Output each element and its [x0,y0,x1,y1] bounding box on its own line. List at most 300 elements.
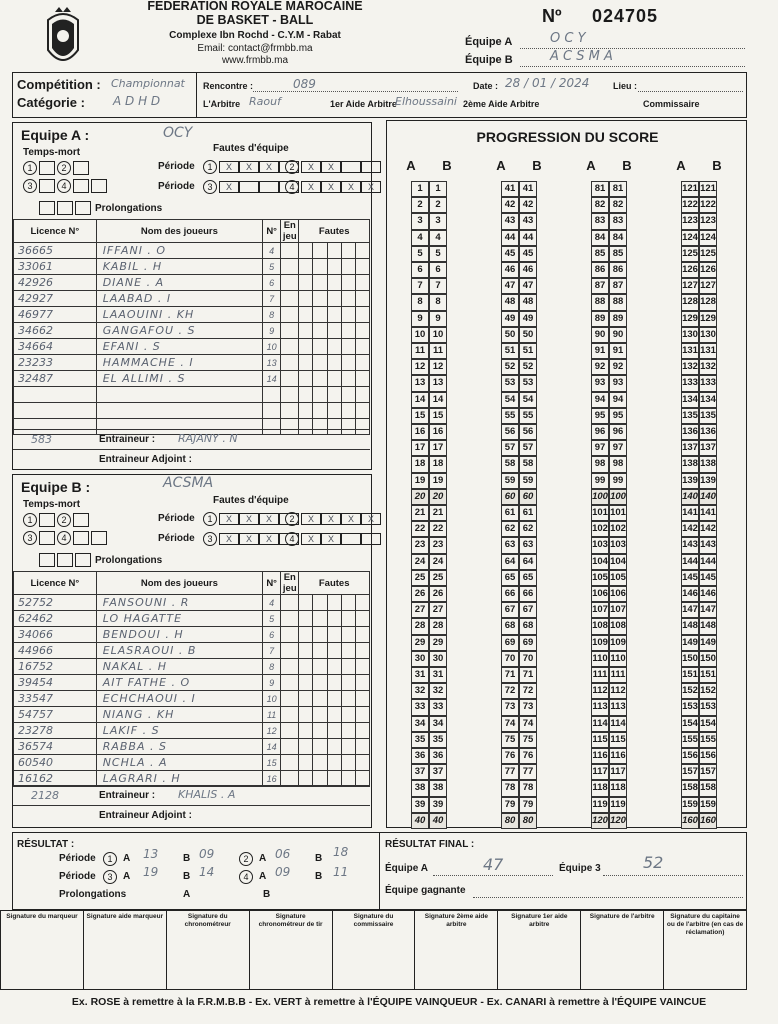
score-cell-b[interactable]: 108 [609,618,627,634]
player-number[interactable]: 6 [263,627,281,643]
score-cell-b[interactable]: 73 [519,699,537,715]
player-foul-cell[interactable] [341,339,355,355]
score-cell-a[interactable]: 10 [411,327,429,343]
score-cell-b[interactable]: 125 [699,246,717,262]
score-cell-a[interactable]: 111 [591,667,609,683]
score-cell-b[interactable]: 71 [519,667,537,683]
score-cell-b[interactable]: 145 [699,570,717,586]
score-cell-b[interactable]: 44 [519,230,537,246]
score-cell-a[interactable]: 28 [411,618,429,634]
score-cell-b[interactable]: 23 [429,537,447,553]
score-cell-b[interactable]: 63 [519,537,537,553]
score-cell-b[interactable]: 85 [609,246,627,262]
score-cell-a[interactable]: 82 [591,197,609,213]
player-foul-cell[interactable] [327,291,341,307]
team-b-ot-box[interactable] [57,553,73,567]
player-foul-cell[interactable] [355,291,369,307]
score-cell-a[interactable]: 70 [501,651,519,667]
score-cell-b[interactable]: 105 [609,570,627,586]
score-cell-b[interactable]: 86 [609,262,627,278]
team-a-coach-licence[interactable]: 583 [31,433,52,446]
player-en-jeu[interactable] [281,275,299,291]
player-number[interactable]: 4 [263,243,281,259]
player-en-jeu[interactable] [281,259,299,275]
score-cell-a[interactable]: 117 [591,764,609,780]
player-en-jeu[interactable] [281,691,299,707]
player-number[interactable]: 8 [263,659,281,675]
score-cell-b[interactable]: 138 [699,456,717,472]
score-cell-b[interactable]: 56 [519,424,537,440]
score-cell-a[interactable]: 50 [501,327,519,343]
signature-cell[interactable] [84,911,167,989]
score-cell-b[interactable]: 47 [519,278,537,294]
score-cell-a[interactable]: 74 [501,716,519,732]
player-foul-cell[interactable] [313,307,327,323]
score-cell-b[interactable]: 12 [429,359,447,375]
score-cell-b[interactable]: 147 [699,602,717,618]
score-cell-b[interactable]: 132 [699,359,717,375]
team-b-fouls-p2[interactable]: X X X X [301,513,381,525]
score-cell-b[interactable]: 114 [609,716,627,732]
player-foul-cell[interactable] [327,707,341,723]
score-cell-a[interactable]: 75 [501,732,519,748]
player-licence[interactable]: 33061 [14,259,97,275]
score-cell-b[interactable]: 157 [699,764,717,780]
score-cell-b[interactable]: 9 [429,311,447,327]
final-team-a-score[interactable]: 47 [483,855,504,874]
player-number[interactable]: 15 [263,755,281,771]
score-cell-a[interactable]: 132 [681,359,699,375]
score-cell-a[interactable]: 32 [411,683,429,699]
score-cell-a[interactable]: 35 [411,732,429,748]
player-name[interactable]: IFFANI . O [96,243,262,259]
score-cell-a[interactable]: 122 [681,197,699,213]
player-foul-cell[interactable] [313,403,327,419]
player-foul-cell[interactable] [327,595,341,611]
player-foul-cell[interactable] [341,387,355,403]
score-cell-a[interactable]: 128 [681,294,699,310]
score-cell-a[interactable]: 6 [411,262,429,278]
player-name[interactable]: ELASRAOUI . B [96,643,262,659]
player-foul-cell[interactable] [355,275,369,291]
score-cell-a[interactable]: 85 [591,246,609,262]
score-cell-b[interactable]: 75 [519,732,537,748]
player-name[interactable]: FANSOUNI . R [96,595,262,611]
score-cell-b[interactable]: 15 [429,408,447,424]
player-name[interactable]: GANGAFOU . S [96,323,262,339]
player-name[interactable]: HAMMACHE . I [96,355,262,371]
player-foul-cell[interactable] [313,627,327,643]
score-cell-b[interactable]: 84 [609,230,627,246]
team-a-fouls-p2[interactable]: X X [301,161,381,173]
score-cell-b[interactable]: 39 [429,797,447,813]
score-cell-b[interactable]: 106 [609,586,627,602]
score-cell-a[interactable]: 21 [411,505,429,521]
score-cell-b[interactable]: 128 [699,294,717,310]
player-foul-cell[interactable] [355,611,369,627]
score-cell-a[interactable]: 102 [591,521,609,537]
score-cell-b[interactable]: 61 [519,505,537,521]
score-cell-b[interactable]: 33 [429,699,447,715]
score-cell-a[interactable]: 19 [411,473,429,489]
score-cell-b[interactable]: 100 [609,489,627,505]
score-cell-b[interactable]: 13 [429,375,447,391]
score-cell-a[interactable]: 30 [411,651,429,667]
score-cell-b[interactable]: 6 [429,262,447,278]
player-licence[interactable]: 23278 [14,723,97,739]
score-cell-a[interactable]: 124 [681,230,699,246]
score-cell-a[interactable]: 79 [501,797,519,813]
score-cell-b[interactable]: 18 [429,456,447,472]
player-name[interactable] [96,403,262,419]
score-cell-a[interactable]: 155 [681,732,699,748]
player-foul-cell[interactable] [327,643,341,659]
score-cell-a[interactable]: 3 [411,213,429,229]
score-cell-b[interactable]: 150 [699,651,717,667]
score-cell-b[interactable]: 49 [519,311,537,327]
player-foul-cell[interactable] [355,355,369,371]
player-foul-cell[interactable] [313,691,327,707]
score-cell-a[interactable]: 48 [501,294,519,310]
score-cell-a[interactable]: 7 [411,278,429,294]
player-number[interactable]: 5 [263,611,281,627]
score-cell-a[interactable]: 13 [411,375,429,391]
score-cell-a[interactable]: 88 [591,294,609,310]
score-cell-a[interactable]: 8 [411,294,429,310]
player-number[interactable]: 10 [263,339,281,355]
score-cell-a[interactable]: 53 [501,375,519,391]
competition-value[interactable]: Championnat [111,77,185,90]
player-foul-cell[interactable] [341,627,355,643]
score-cell-a[interactable]: 123 [681,213,699,229]
score-cell-b[interactable]: 79 [519,797,537,813]
player-foul-cell[interactable] [327,339,341,355]
score-cell-a[interactable]: 150 [681,651,699,667]
player-licence[interactable]: 16752 [14,659,97,675]
score-cell-a[interactable]: 46 [501,262,519,278]
score-cell-a[interactable]: 100 [591,489,609,505]
player-licence[interactable]: 33547 [14,691,97,707]
team-b-fouls-p3[interactable]: X X X [219,533,299,545]
score-cell-a[interactable]: 69 [501,635,519,651]
player-foul-cell[interactable] [313,739,327,755]
score-cell-a[interactable]: 108 [591,618,609,634]
result-p3-b[interactable]: 14 [199,865,215,879]
player-licence[interactable]: 36665 [14,243,97,259]
score-cell-b[interactable]: 82 [609,197,627,213]
score-cell-b[interactable]: 28 [429,618,447,634]
score-cell-a[interactable]: 126 [681,262,699,278]
player-foul-cell[interactable] [341,291,355,307]
score-cell-b[interactable]: 144 [699,554,717,570]
player-name[interactable]: NAKAL . H [96,659,262,675]
score-cell-b[interactable]: 37 [429,764,447,780]
score-cell-a[interactable]: 57 [501,440,519,456]
score-cell-a[interactable]: 119 [591,797,609,813]
score-cell-b[interactable]: 19 [429,473,447,489]
score-cell-b[interactable]: 133 [699,375,717,391]
player-licence[interactable]: 42927 [14,291,97,307]
player-licence[interactable]: 42926 [14,275,97,291]
player-name[interactable]: BENDOUI . H [96,627,262,643]
score-cell-b[interactable]: 115 [609,732,627,748]
team-b-ot-box[interactable] [39,553,55,567]
score-cell-a[interactable]: 104 [591,554,609,570]
score-cell-a[interactable]: 116 [591,748,609,764]
player-foul-cell[interactable] [327,675,341,691]
score-cell-a[interactable]: 17 [411,440,429,456]
player-licence[interactable] [14,403,97,419]
score-cell-a[interactable]: 144 [681,554,699,570]
player-foul-cell[interactable] [355,675,369,691]
score-cell-a[interactable]: 25 [411,570,429,586]
score-cell-a[interactable]: 154 [681,716,699,732]
player-number[interactable]: 8 [263,307,281,323]
team-a-fouls-p4[interactable]: X X X X [301,181,381,193]
team-a-ot-box[interactable] [57,201,73,215]
player-foul-cell[interactable] [355,307,369,323]
score-cell-a[interactable]: 103 [591,537,609,553]
score-cell-a[interactable]: 76 [501,748,519,764]
player-en-jeu[interactable] [281,291,299,307]
score-cell-a[interactable]: 87 [591,278,609,294]
player-licence[interactable]: 52752 [14,595,97,611]
player-foul-cell[interactable] [299,339,313,355]
score-cell-a[interactable]: 80 [501,813,519,829]
score-cell-a[interactable]: 84 [591,230,609,246]
score-cell-a[interactable]: 51 [501,343,519,359]
score-cell-b[interactable]: 62 [519,521,537,537]
player-foul-cell[interactable] [341,403,355,419]
team-b-timeout-box[interactable] [73,513,89,527]
score-cell-b[interactable]: 94 [609,392,627,408]
player-foul-cell[interactable] [355,643,369,659]
score-cell-b[interactable]: 66 [519,586,537,602]
score-cell-a[interactable]: 39 [411,797,429,813]
player-number[interactable]: 4 [263,595,281,611]
player-foul-cell[interactable] [299,403,313,419]
player-foul-cell[interactable] [341,659,355,675]
player-foul-cell[interactable] [327,275,341,291]
score-cell-a[interactable]: 110 [591,651,609,667]
score-cell-b[interactable]: 68 [519,618,537,634]
player-en-jeu[interactable] [281,675,299,691]
player-licence[interactable]: 34066 [14,627,97,643]
player-foul-cell[interactable] [327,723,341,739]
player-foul-cell[interactable] [341,595,355,611]
result-p1-a[interactable]: 13 [143,847,159,861]
score-cell-a[interactable]: 156 [681,748,699,764]
player-foul-cell[interactable] [355,371,369,387]
score-cell-b[interactable]: 11 [429,343,447,359]
player-foul-cell[interactable] [313,291,327,307]
score-cell-b[interactable]: 103 [609,537,627,553]
score-cell-b[interactable]: 91 [609,343,627,359]
score-cell-a[interactable]: 5 [411,246,429,262]
score-cell-b[interactable]: 134 [699,392,717,408]
score-cell-b[interactable]: 117 [609,764,627,780]
player-name[interactable]: LAABAD . I [96,291,262,307]
score-cell-a[interactable]: 40 [411,813,429,829]
team-b-timeout-box[interactable] [73,531,89,545]
player-foul-cell[interactable] [313,643,327,659]
player-foul-cell[interactable] [313,387,327,403]
score-cell-b[interactable]: 52 [519,359,537,375]
team-b-fouls-p4[interactable]: X X [301,533,381,545]
score-cell-a[interactable]: 152 [681,683,699,699]
score-cell-b[interactable]: 112 [609,683,627,699]
score-cell-b[interactable]: 131 [699,343,717,359]
score-cell-b[interactable]: 148 [699,618,717,634]
team-a-timeout-box[interactable] [39,161,55,175]
signature-cell[interactable] [167,911,250,989]
score-cell-a[interactable]: 78 [501,780,519,796]
player-licence[interactable]: 44966 [14,643,97,659]
team-b-name[interactable]: ACSMA [163,475,214,491]
score-cell-a[interactable]: 67 [501,602,519,618]
score-cell-b[interactable]: 41 [519,181,537,197]
player-foul-cell[interactable] [355,659,369,675]
score-cell-a[interactable]: 2 [411,197,429,213]
team-a-fouls-p1[interactable]: X X X [219,161,299,173]
player-foul-cell[interactable] [299,611,313,627]
signature-cell[interactable] [415,911,498,989]
score-cell-b[interactable]: 158 [699,780,717,796]
player-licence[interactable]: 23233 [14,355,97,371]
player-foul-cell[interactable] [313,371,327,387]
score-cell-b[interactable]: 140 [699,489,717,505]
score-cell-b[interactable]: 90 [609,327,627,343]
player-foul-cell[interactable] [327,355,341,371]
signature-cell[interactable] [250,911,333,989]
result-p2-a[interactable]: 06 [275,847,291,861]
player-foul-cell[interactable] [299,307,313,323]
score-cell-b[interactable]: 88 [609,294,627,310]
score-cell-b[interactable]: 3 [429,213,447,229]
player-foul-cell[interactable] [327,259,341,275]
score-cell-b[interactable]: 121 [699,181,717,197]
score-cell-a[interactable]: 120 [591,813,609,829]
score-cell-a[interactable]: 63 [501,537,519,553]
score-cell-b[interactable]: 70 [519,651,537,667]
score-cell-a[interactable]: 23 [411,537,429,553]
score-cell-b[interactable]: 40 [429,813,447,829]
score-cell-b[interactable]: 27 [429,602,447,618]
score-cell-a[interactable]: 133 [681,375,699,391]
player-number[interactable]: 5 [263,259,281,275]
score-cell-b[interactable]: 57 [519,440,537,456]
score-cell-a[interactable]: 118 [591,780,609,796]
score-cell-b[interactable]: 139 [699,473,717,489]
score-cell-a[interactable]: 93 [591,375,609,391]
score-cell-a[interactable]: 36 [411,748,429,764]
team-a-timeout-box[interactable] [39,179,55,193]
player-en-jeu[interactable] [281,243,299,259]
score-cell-b[interactable]: 81 [609,181,627,197]
player-licence[interactable]: 32487 [14,371,97,387]
score-cell-b[interactable]: 16 [429,424,447,440]
score-cell-a[interactable]: 1 [411,181,429,197]
player-en-jeu[interactable] [281,739,299,755]
player-foul-cell[interactable] [299,739,313,755]
score-cell-b[interactable]: 141 [699,505,717,521]
score-cell-b[interactable]: 122 [699,197,717,213]
player-en-jeu[interactable] [281,371,299,387]
player-foul-cell[interactable] [313,659,327,675]
header-team-b-value[interactable]: A C S M A [550,49,613,64]
score-cell-a[interactable]: 34 [411,716,429,732]
score-cell-b[interactable]: 65 [519,570,537,586]
team-b-fouls-p1[interactable]: X X X [219,513,299,525]
player-name[interactable]: NCHLA . A [96,755,262,771]
player-foul-cell[interactable] [299,371,313,387]
player-en-jeu[interactable] [281,595,299,611]
score-cell-b[interactable]: 34 [429,716,447,732]
score-cell-a[interactable]: 56 [501,424,519,440]
aide1-value[interactable]: Elhoussaini [395,95,457,108]
signature-cell[interactable] [333,911,416,989]
player-foul-cell[interactable] [341,755,355,771]
score-cell-a[interactable]: 33 [411,699,429,715]
score-cell-a[interactable]: 99 [591,473,609,489]
arbitre-value[interactable]: Raouf [249,95,281,108]
team-a-fouls-p3[interactable]: X [219,181,299,193]
score-cell-b[interactable]: 25 [429,570,447,586]
player-foul-cell[interactable] [313,611,327,627]
player-number[interactable] [263,403,281,419]
score-cell-a[interactable]: 112 [591,683,609,699]
player-name[interactable]: LAKIF . S [96,723,262,739]
score-cell-a[interactable]: 66 [501,586,519,602]
player-number[interactable]: 7 [263,291,281,307]
score-cell-b[interactable]: 156 [699,748,717,764]
player-en-jeu[interactable] [281,627,299,643]
score-cell-b[interactable]: 107 [609,602,627,618]
score-cell-a[interactable]: 59 [501,473,519,489]
score-cell-a[interactable]: 135 [681,408,699,424]
signature-cell[interactable] [1,911,84,989]
score-cell-b[interactable]: 46 [519,262,537,278]
player-number[interactable]: 9 [263,675,281,691]
score-cell-a[interactable]: 45 [501,246,519,262]
score-cell-a[interactable]: 146 [681,586,699,602]
score-cell-a[interactable]: 29 [411,635,429,651]
result-p1-b[interactable]: 09 [199,847,215,861]
score-cell-a[interactable]: 145 [681,570,699,586]
team-b-coach-value[interactable]: KHALIS . A [178,788,236,801]
score-cell-a[interactable]: 73 [501,699,519,715]
score-cell-b[interactable]: 123 [699,213,717,229]
score-cell-a[interactable]: 139 [681,473,699,489]
player-foul-cell[interactable] [327,243,341,259]
score-cell-b[interactable]: 160 [699,813,717,829]
player-foul-cell[interactable] [341,275,355,291]
player-foul-cell[interactable] [355,755,369,771]
score-cell-b[interactable]: 155 [699,732,717,748]
score-cell-b[interactable]: 97 [609,440,627,456]
team-b-ot-box[interactable] [75,553,91,567]
score-cell-a[interactable]: 62 [501,521,519,537]
score-cell-b[interactable]: 101 [609,505,627,521]
score-cell-b[interactable]: 64 [519,554,537,570]
score-cell-b[interactable]: 4 [429,230,447,246]
player-en-jeu[interactable] [281,403,299,419]
player-foul-cell[interactable] [299,259,313,275]
score-cell-a[interactable]: 49 [501,311,519,327]
score-cell-a[interactable]: 18 [411,456,429,472]
player-foul-cell[interactable] [299,387,313,403]
player-foul-cell[interactable] [341,691,355,707]
